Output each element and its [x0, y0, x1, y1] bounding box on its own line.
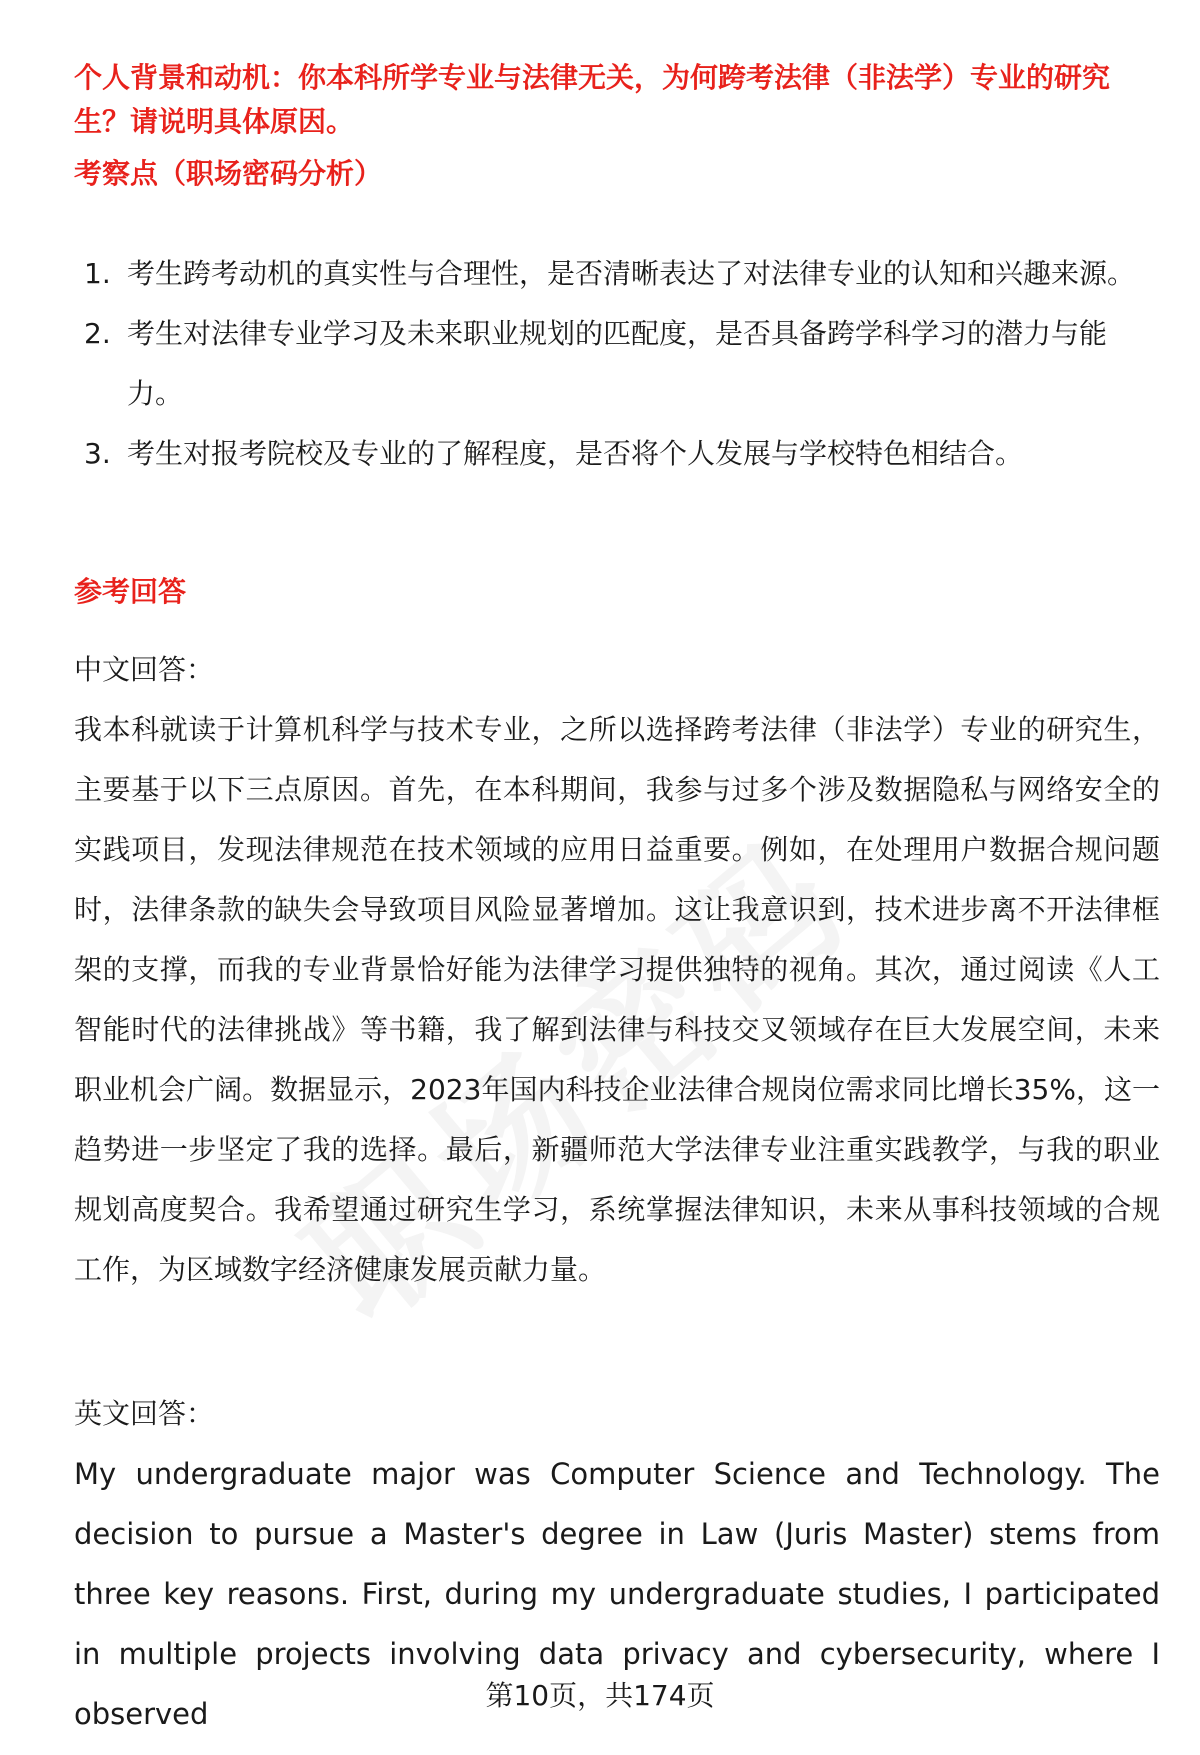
english-answer-label: 英文回答：: [74, 1397, 215, 1430]
question-title: 个人背景和动机：你本科所学专业与法律无关，为何跨考法律（非法学）专业的研究生？请说明具体原因。: [74, 61, 1111, 138]
list-item: [84, 244, 1154, 304]
reference-heading: 参考回答: [74, 575, 187, 608]
chinese-answer-text: 我本科就读于计算机科学与技术专业，之所以选择跨考法律（非法学）专业的研究生，主要基于以下三点原因。首先，在本科期间，我参与过多个涉及数据隐私与网络安全的实践项目，发现法律规范在技术领域的应用日益重要。例如，在处理用户数据合规问题时，法律条款的缺失会导致项目风险显著增加。这让我意识到，技术进步离不开法律框架的支撑，而我的专业背景恰好能为法律学习提供独特的视角。其次，通过阅读《人工智能时代的法律挑战》等书籍，我了解到法律与科技交叉领域存在巨大发展空间，未来职业机会广阔。数据显示，2023年国内科技企业法律合规岗位需求同比增长35%，这一趋势进一步坚定了我的选择。最后，新疆师范大学法律专业注重实践教学，与我的职业规划高度契合。我希望通过研究生学习，系统掌握法律知识，未来从事科技领域的合规工作，为区域数字经济健康发展贡献力量。: [74, 713, 1160, 1286]
assessment-list: [84, 244, 1154, 484]
assessment-heading: 考察点（职场密码分析）: [74, 157, 383, 190]
list-item-number: 2.: [84, 317, 111, 350]
list-item-number: 1.: [84, 257, 111, 290]
list-item-text: 考生对报考院校及专业的了解程度，是否将个人发展与学校特色相结合。: [127, 437, 1024, 470]
list-item: [84, 424, 1154, 484]
page-footer: 第10页，共174页: [485, 1679, 715, 1712]
list-item-text: 考生对法律专业学习及未来职业规划的匹配度，是否具备跨学科学习的潜力与能力。: [127, 317, 1108, 410]
list-item: [84, 304, 1154, 424]
list-item-number: 3.: [84, 437, 111, 470]
chinese-answer-label: 中文回答：: [74, 653, 215, 686]
english-answer-text: My undergraduate major was Computer Science and Technology. The decision to pursue a Master's degree in Law (Juris Master) stems from three key reasons. First, during my undergraduate studies, I participated in multiple projects involving data privacy and cybersecurity, where I observed: [74, 1457, 1160, 1731]
list-item-text: 考生跨考动机的真实性与合理性，是否清晰表达了对法律专业的认知和兴趣来源。: [127, 257, 1136, 290]
